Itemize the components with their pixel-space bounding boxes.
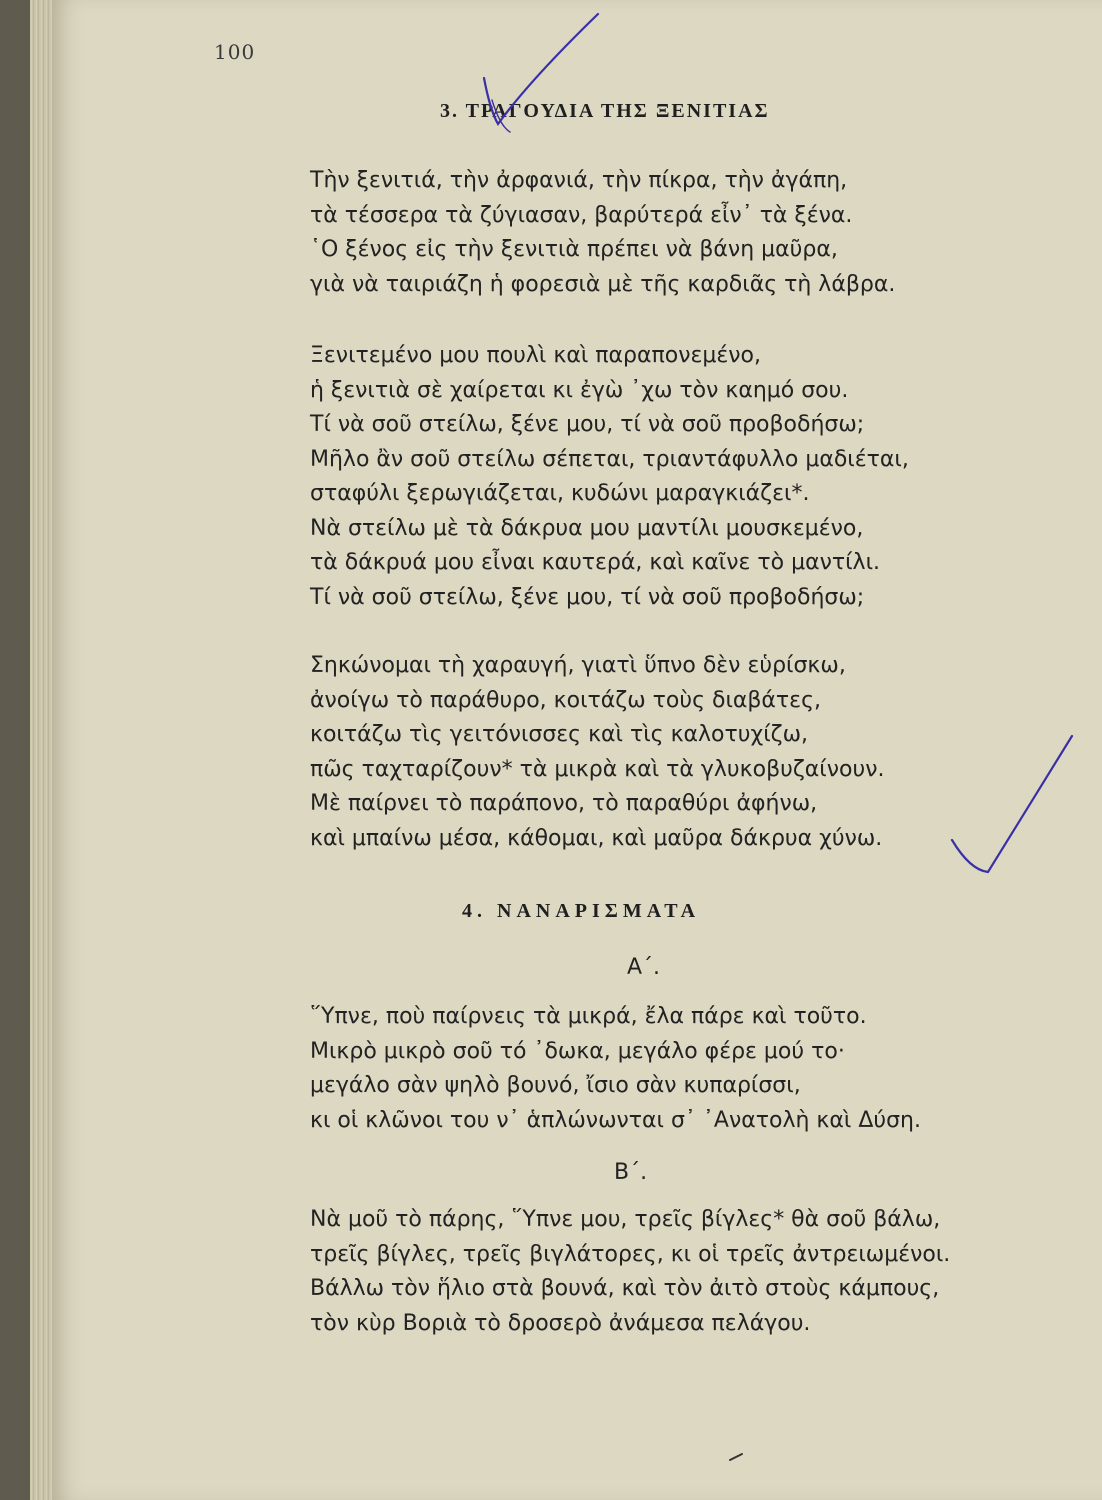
verse-line: πῶς ταχταρίζουν* τὰ μικρὰ καὶ τὰ γλυκοβυζαίνουν.: [310, 756, 885, 782]
verse-line: Ξενιτεμένο μου πουλὶ καὶ παραπονεμένο,: [310, 343, 761, 368]
verse-line: καὶ μπαίνω μέσα, κάθομαι, καὶ μαῦρα δάκρυα χύνω.: [310, 825, 883, 851]
section-title-lullabies: 4. ΝΑΝΑΡΙΣΜΑΤΑ: [462, 900, 701, 922]
verse-line: μεγάλο σὰν ψηλὸ βουνό, ἴσιο σὰν κυπαρίσσι,: [310, 1073, 801, 1098]
verse-line: κοιτάζω τὶς γειτόνισσες καὶ τὶς καλοτυχίζω,: [310, 722, 809, 747]
page-number: 100: [214, 40, 256, 64]
verse-line: τὰ τέσσερα τὰ ζύγιασαν, βαρύτερά εἶν᾽ τὰ ξένα.: [310, 202, 853, 228]
verse-line: Μικρὸ μικρὸ σοῦ τό ᾽δωκα, μεγάλο φέρε μού το·: [310, 1038, 845, 1064]
ink-speck: [728, 1450, 748, 1464]
lullaby-b: [310, 1203, 950, 1341]
verse-line: σταφύλι ξερωγιάζεται, κυδώνι μαραγκιάζει*.: [310, 481, 810, 506]
verse-line: ἡ ξενιτιὰ σὲ χαίρεται κι ἐγὼ ᾽χω τὸν καημό σου.: [310, 377, 849, 403]
verse-line: Τί νὰ σοῦ στείλω, ξένε μου, τί νὰ σοῦ προβοδήσω;: [310, 412, 865, 437]
verse-line: Νὰ μοῦ τὸ πάρης, ῞Υπνε μου, τρεῖς βίγλες* θὰ σοῦ βάλω,: [310, 1207, 941, 1232]
check-mark-icon: [940, 730, 1080, 890]
check-mark-icon: [470, 0, 610, 140]
part-label-b: Β΄.: [614, 1160, 648, 1185]
verse-line: κι οἱ κλῶνοι του ν᾽ ἁπλώνωνται σ᾽ ᾽Ανατολὴ καὶ Δύση.: [310, 1107, 921, 1133]
verse-line: τὰ δάκρυά μου εἶναι καυτερά, καὶ καῖνε τὸ μαντίλι.: [310, 550, 881, 575]
part-label-a: Α΄.: [627, 955, 661, 980]
stanza-2: [310, 339, 909, 615]
verse-line: Μῆλο ἂν σοῦ στείλω σέπεται, τριαντάφυλλο μαδιέται,: [310, 446, 909, 472]
stanza-1: [310, 164, 895, 302]
verse-line: Βάλλω τὸν ἥλιο στὰ βουνά, καὶ τὸν ἀιτὸ στοὺς κάμπους,: [310, 1276, 940, 1301]
section-title-songs-of-exile: 3. ΤΡΑΓΟΥΔΙΑ ΤΗΣ ΞΕΝΙΤΙΑΣ: [440, 100, 770, 122]
verse-line: τρεῖς βίγλες, τρεῖς βιγλάτορες, κι οἱ τρεῖς ἀντρειωμένοι.: [310, 1241, 951, 1267]
verse-line: ῞Υπνε, ποὺ παίρνεις τὰ μικρά, ἔλα πάρε καὶ τοῦτο.: [310, 1004, 867, 1029]
verse-line: γιὰ νὰ ταιριάζη ἡ φορεσιὰ μὲ τῆς καρδιᾶς τὴ λάβρα.: [310, 271, 896, 297]
verse-line: Τὴν ξενιτιά, τὴν ἀρφανιά, τὴν πίκρα, τὴν ἀγάπη,: [310, 168, 848, 193]
stanza-3: [310, 649, 885, 856]
verse-line: Νὰ στείλω μὲ τὰ δάκρυα μου μαντίλι μουσκεμένο,: [310, 515, 864, 541]
verse-line: Τί νὰ σοῦ στείλω, ξένε μου, τί νὰ σοῦ προβοδήσω;: [310, 584, 865, 610]
lullaby-a: [310, 1000, 921, 1138]
verse-line: ῾Ο ξένος εἰς τὴν ξενιτιὰ πρέπει νὰ βάνη μαῦρα,: [310, 237, 838, 262]
verse-line: Σηκώνομαι τὴ χαραυγή, γιατὶ ὕπνο δὲν εὑρίσκω,: [310, 653, 846, 678]
verse-line: Μὲ παίρνει τὸ παράπονο, τὸ παραθύρι ἀφήνω,: [310, 791, 818, 816]
verse-line: ἀνοίγω τὸ παράθυρο, κοιτάζω τοὺς διαβάτες,: [310, 687, 821, 713]
verse-line: τὸν κὺρ Βοριὰ τὸ δροσερὸ ἀνάμεσα πελάγου.: [310, 1310, 811, 1336]
